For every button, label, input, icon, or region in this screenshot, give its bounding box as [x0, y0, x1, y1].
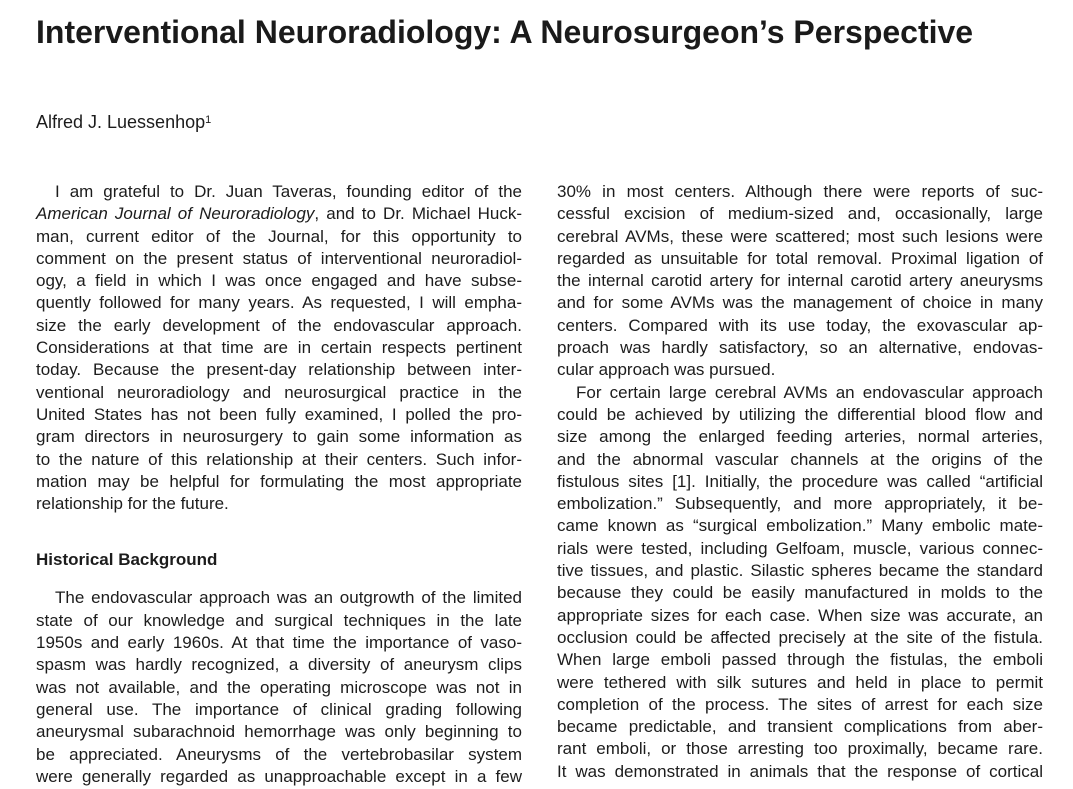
- text-line: 1950s and early 1960s. At that time the importance of vaso-: [36, 633, 522, 653]
- text-line: embolization.” Subsequently, and more appropriately, it be-: [557, 494, 1043, 514]
- text-line: aneurysmal subarachnoid hemorrhage was only beginning to: [36, 722, 522, 742]
- text-line: and for some AVMs was the management of choice in many: [557, 293, 1043, 313]
- paragraph-continued: [557, 181, 1043, 382]
- article-title: Interventional Neuroradiology: A Neurosurgeon’s Perspective: [36, 14, 974, 50]
- author-name: Alfred J. Luessenhop: [36, 112, 206, 132]
- author-affiliation-marker: 1: [205, 114, 212, 126]
- text-line: and the abnormal vascular channels at the origins of the: [557, 449, 1043, 469]
- text-line: For certain large cerebral AVMs an endovascular approach: [576, 382, 1043, 402]
- text-line: cessful excision of medium-sized and, occasionally, large: [557, 204, 1043, 224]
- text-line: 30% in most centers. Although there were reports of suc-: [557, 182, 1043, 201]
- section-heading: Historical Background: [36, 550, 218, 570]
- text-line: fistulous sites [1]. Initially, the procedure was called “artificial: [557, 471, 1043, 491]
- text-line: United States has not been fully examined, I polled the pro-: [36, 404, 522, 424]
- journal-name: American Journal of Neuroradiology: [36, 204, 315, 224]
- right-column: [557, 181, 1043, 783]
- text-line: mation may be helpful for formulating the most appropriate: [36, 471, 522, 491]
- text-line: size the early development of the endovascular approach.: [36, 315, 522, 335]
- text-line: When large emboli passed through the fistulas, the emboli: [557, 650, 1043, 670]
- text-line: the internal carotid artery for internal carotid artery aneurysms: [557, 271, 1043, 291]
- text-line: comment on the present status of interventional neuroradiol-: [36, 248, 522, 268]
- text-line: cerebral AVMs, these were scattered; most such lesions were: [557, 226, 1043, 246]
- text-line: ogy, a field in which I was once engaged and have subse-: [36, 271, 522, 291]
- text-line: The endovascular approach was an outgrowth of the limited: [55, 588, 522, 608]
- left-column: [36, 181, 522, 788]
- text-line: state of our knowledge and surgical techniques in the late: [36, 610, 522, 630]
- text-line: Considerations at that time are in certain respects pertinent: [36, 338, 522, 358]
- text-line: centers. Compared with its use today, the exovascular ap-: [557, 315, 1043, 335]
- text-line: today. Because the present-day relationship between inter-: [36, 360, 522, 380]
- text-line: ventional neuroradiology and neurosurgical practice in the: [36, 382, 522, 402]
- intro-paragraph: [36, 181, 522, 515]
- text-line: American Journal of Neuroradiology, and to Dr. Michael Huck-: [36, 204, 522, 224]
- author-line: [36, 110, 211, 134]
- paragraph-embolization: [557, 382, 1043, 783]
- text-line: rant emboli, or those arresting too proximally, became rare.: [557, 739, 1043, 759]
- text-line: gram directors in neurosurgery to gain some information as: [36, 427, 522, 447]
- text-line: be appreciated. Aneurysms of the vertebrobasilar system: [36, 744, 522, 764]
- text-line: relationship for the future.: [36, 494, 229, 514]
- text-line: became predictable, and transient complications from aber-: [557, 717, 1043, 737]
- text-line: size among the enlarged feeding arteries, normal arteries,: [557, 427, 1043, 447]
- text-line: quently followed for many years. As requested, I will empha-: [36, 293, 522, 313]
- text-line: tive tissues, and plastic. Silastic spheres became the standard: [557, 561, 1043, 581]
- text-line: were generally regarded as unapproachable except in a few: [36, 766, 522, 786]
- text-line: I am grateful to Dr. Juan Taveras, founding editor of the: [55, 182, 522, 201]
- text-line: because they could be easily manufactured in molds to the: [557, 583, 1043, 603]
- text-line: rials were tested, including Gelfoam, muscle, various connec-: [557, 538, 1043, 558]
- text-line: regarded as unsuitable for total removal. Proximal ligation of: [557, 248, 1043, 268]
- text-line: spasm was hardly recognized, a diversity of aneurysm clips: [36, 655, 522, 675]
- text-line: were tethered with silk sutures and held in place to permit: [557, 672, 1043, 692]
- text-line: was not available, and the operating microscope was not in: [36, 677, 522, 697]
- text-line: It was demonstrated in animals that the response of cortical: [557, 761, 1043, 781]
- section-paragraph: [36, 587, 522, 788]
- text-line: completion of the process. The sites of arrest for each size: [557, 694, 1043, 714]
- text-line: proach was hardly satisfactory, so an alternative, endovas-: [557, 338, 1043, 358]
- text-line: cular approach was pursued.: [557, 360, 776, 380]
- text-line: to the nature of this relationship at their centers. Such infor-: [36, 449, 522, 469]
- text-line: general use. The importance of clinical grading following: [36, 699, 522, 719]
- text-line: occlusion could be affected precisely at the site of the fistula.: [557, 627, 1043, 647]
- text-line: came known as “surgical embolization.” Many embolic mate-: [557, 516, 1043, 536]
- text-line: man, current editor of the Journal, for this opportunity to: [36, 226, 522, 246]
- text-line: could be achieved by utilizing the differential blood flow and: [557, 404, 1043, 424]
- text-line: appropriate sizes for each case. When size was accurate, an: [557, 605, 1043, 625]
